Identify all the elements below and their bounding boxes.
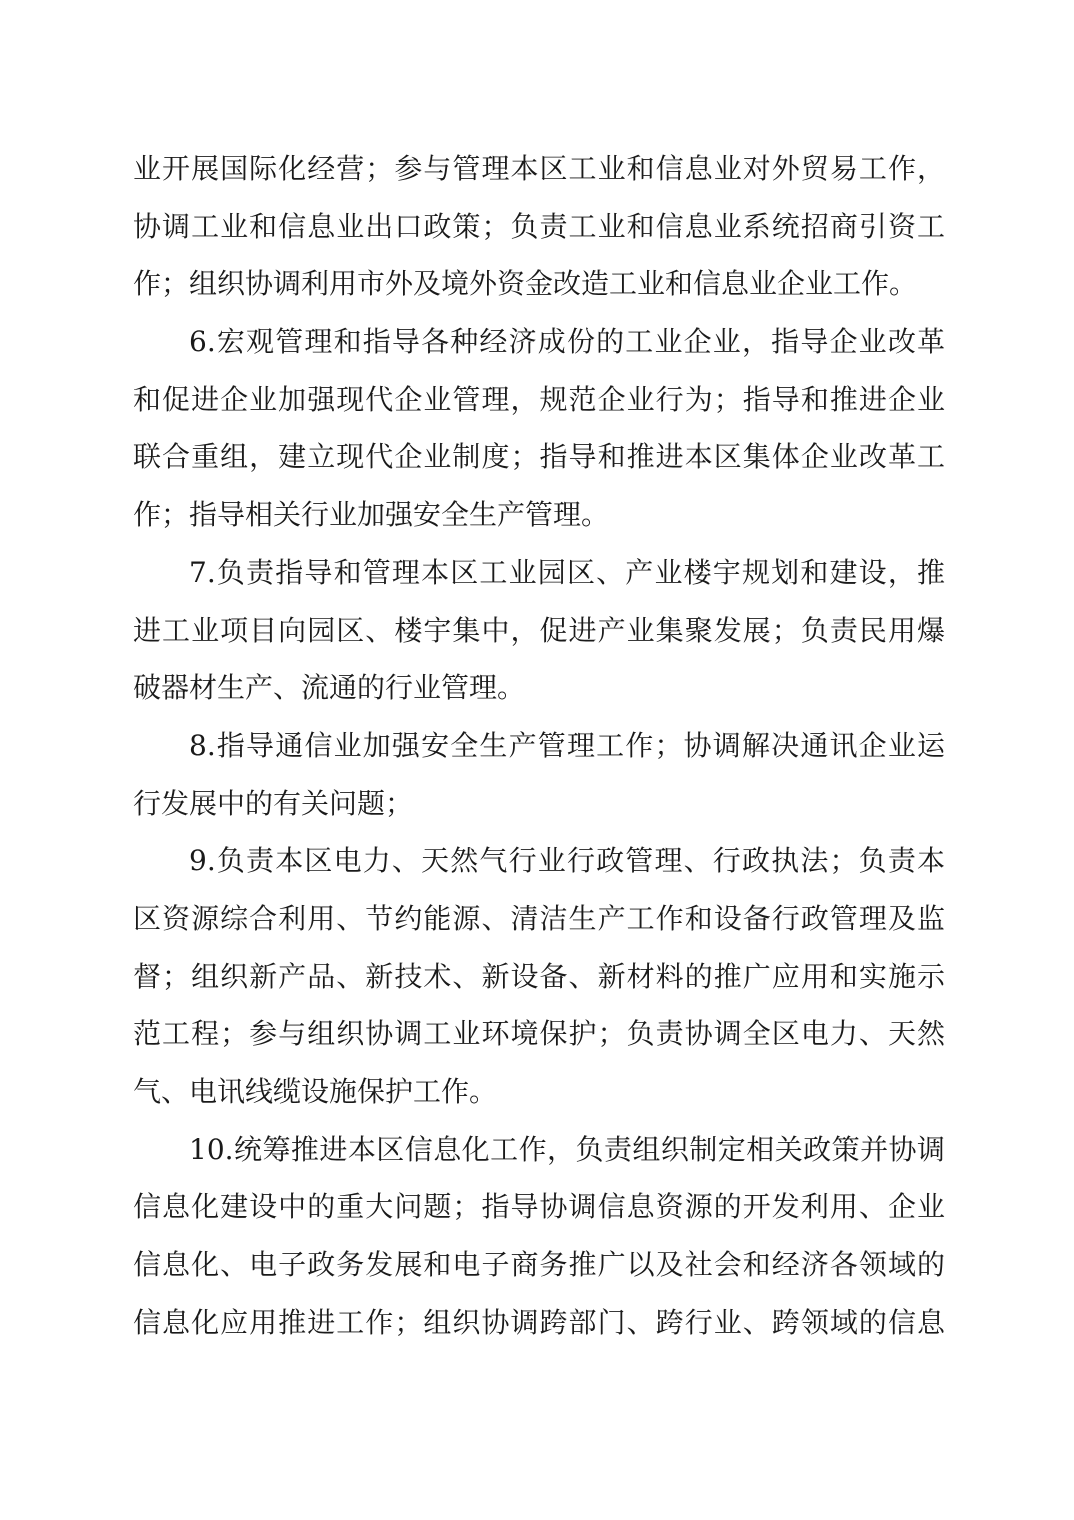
paragraph-continuation [133, 140, 945, 313]
text-line: 10.统筹推进本区信息化工作，负责组织制定相关政策并协调 [189, 1132, 945, 1166]
text-line: 信息化、电子政务发展和电子商务推广以及社会和经济各领域的 [133, 1248, 945, 1282]
text-line: 6.宏观管理和指导各种经济成份的工业企业，指导企业改革 [189, 325, 945, 359]
text-line: 信息化应用推进工作；组织协调跨部门、跨行业、跨领域的信息 [133, 1305, 945, 1339]
paragraph-item-10 [133, 1121, 945, 1352]
text-line: 作；指导相关行业加强安全生产管理。 [133, 498, 610, 532]
paragraph-item-8 [133, 717, 945, 832]
text-line: 进工业项目向园区、楼宇集中，促进产业集聚发展；负责民用爆 [133, 613, 945, 647]
text-line: 气、电讯线缆设施保护工作。 [133, 1075, 498, 1108]
document-body [133, 140, 945, 1351]
text-line: 8.指导通信业加强安全生产管理工作；协调解决通讯企业运 [189, 728, 945, 762]
text-line: 区资源综合利用、节约能源、清洁生产工作和设备行政管理及监 [133, 901, 945, 935]
text-line: 作；组织协调利用市外及境外资金改造工业和信息业企业工作。 [133, 267, 918, 301]
text-line: 协调工业和信息业出口政策；负责工业和信息业系统招商引资工 [133, 209, 945, 243]
text-line: 9.负责本区电力、天然气行业行政管理、行政执法；负责本 [189, 844, 945, 878]
paragraph-item-6 [133, 313, 945, 544]
text-line: 和促进企业加强现代企业管理，规范企业行为；指导和推进企业 [133, 382, 945, 416]
text-line: 业开展国际化经营；参与管理本区工业和信息业对外贸易工作， [133, 152, 945, 185]
text-line: 7.负责指导和管理本区工业园区、产业楼宇规划和建设，推 [189, 555, 945, 589]
text-line: 联合重组，建立现代企业制度；指导和推进本区集体企业改革工 [133, 440, 945, 474]
text-line: 破器材生产、流通的行业管理。 [133, 671, 526, 705]
text-line: 督；组织新产品、新技术、新设备、新材料的推广应用和实施示 [133, 959, 945, 993]
paragraph-item-7 [133, 544, 945, 717]
text-line: 范工程；参与组织协调工业环境保护；负责协调全区电力、天然 [133, 1017, 945, 1051]
paragraph-item-9 [133, 832, 945, 1120]
text-line: 行发展中的有关问题； [133, 786, 414, 820]
text-line: 信息化建设中的重大问题；指导协调信息资源的开发利用、企业 [133, 1190, 945, 1224]
